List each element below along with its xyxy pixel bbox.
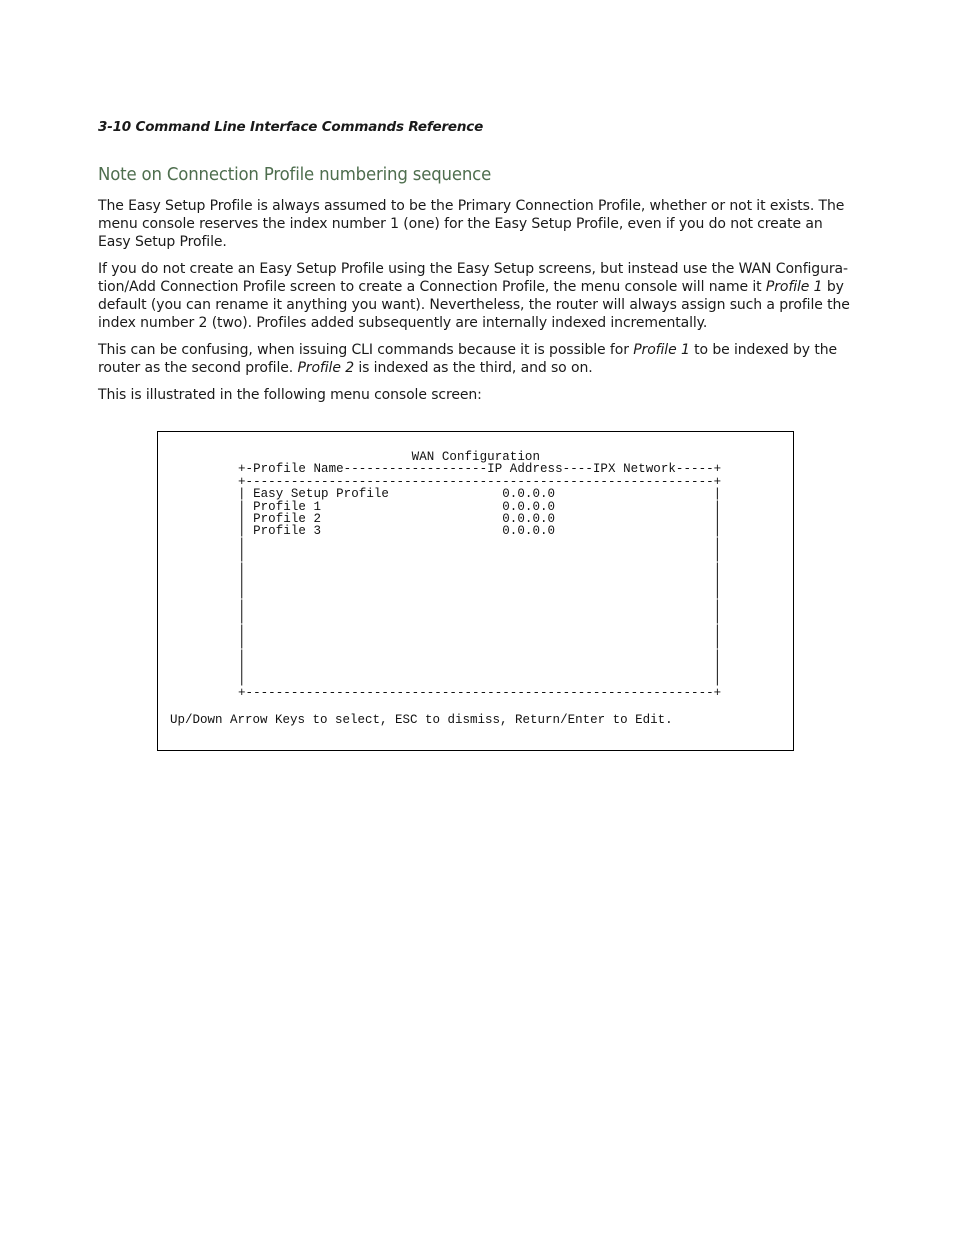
- console-table: WAN Configuration +-Profile Name-------------------IP Address----IPX Network-----+ +--------------------------------------------------------------+ | Easy Setup Profile 0.0.0.0 | | Profile 1 0.0.0.0 | | Profile 2 0.0.0.0 | | Profile 3 0.0.0.0 | | | | | | | | | | | | | | | | | | | | | | | | | +--------------------------------------------------------------+: [237, 450, 722, 700]
- body-paragraph: [98, 197, 858, 251]
- italic-term: Profile 1: [765, 279, 823, 295]
- body-paragraph: [98, 341, 858, 377]
- text-run: to be indexed by the router as the second profile.: [98, 342, 837, 376]
- text-run: is indexed as the third, and so on.: [354, 360, 593, 376]
- text-run: This is illustrated in the following menu console screen:: [98, 387, 482, 403]
- console-screen: [157, 431, 794, 751]
- text-run: by default (you can rename it anything you want). Nevertheless, the router will always assign such a profile the index number 2 (two). Profiles added subsequently are internally indexed incrementally.: [98, 279, 850, 331]
- body-paragraph: [98, 386, 858, 404]
- running-head: 3-10 Command Line Interface Commands Reference: [98, 119, 484, 135]
- section-title: Note on Connection Profile numbering sequence: [98, 164, 492, 185]
- body-paragraph: [98, 260, 858, 332]
- console-footer: Up/Down Arrow Keys to select, ESC to dismiss, Return/Enter to Edit.: [170, 713, 673, 727]
- text-run: The Easy Setup Profile is always assumed to be the Primary Connection Profile, whether or not it exists. The menu console reserves the index number 1 (one) for the Easy Setup Profile, even if you do not create an Easy Setup Profile.: [98, 198, 845, 250]
- body-text: [98, 197, 858, 413]
- text-run: If you do not create an Easy Setup Profile using the Easy Setup screens, but instead use the WAN Configura-tion/Add Connection Profile screen to create a Connection Profile, the menu console will name it: [98, 261, 848, 295]
- text-run: This can be confusing, when issuing CLI commands because it is possible for: [98, 342, 634, 358]
- italic-term: Profile 2: [297, 360, 354, 376]
- italic-term: Profile 1: [633, 342, 690, 358]
